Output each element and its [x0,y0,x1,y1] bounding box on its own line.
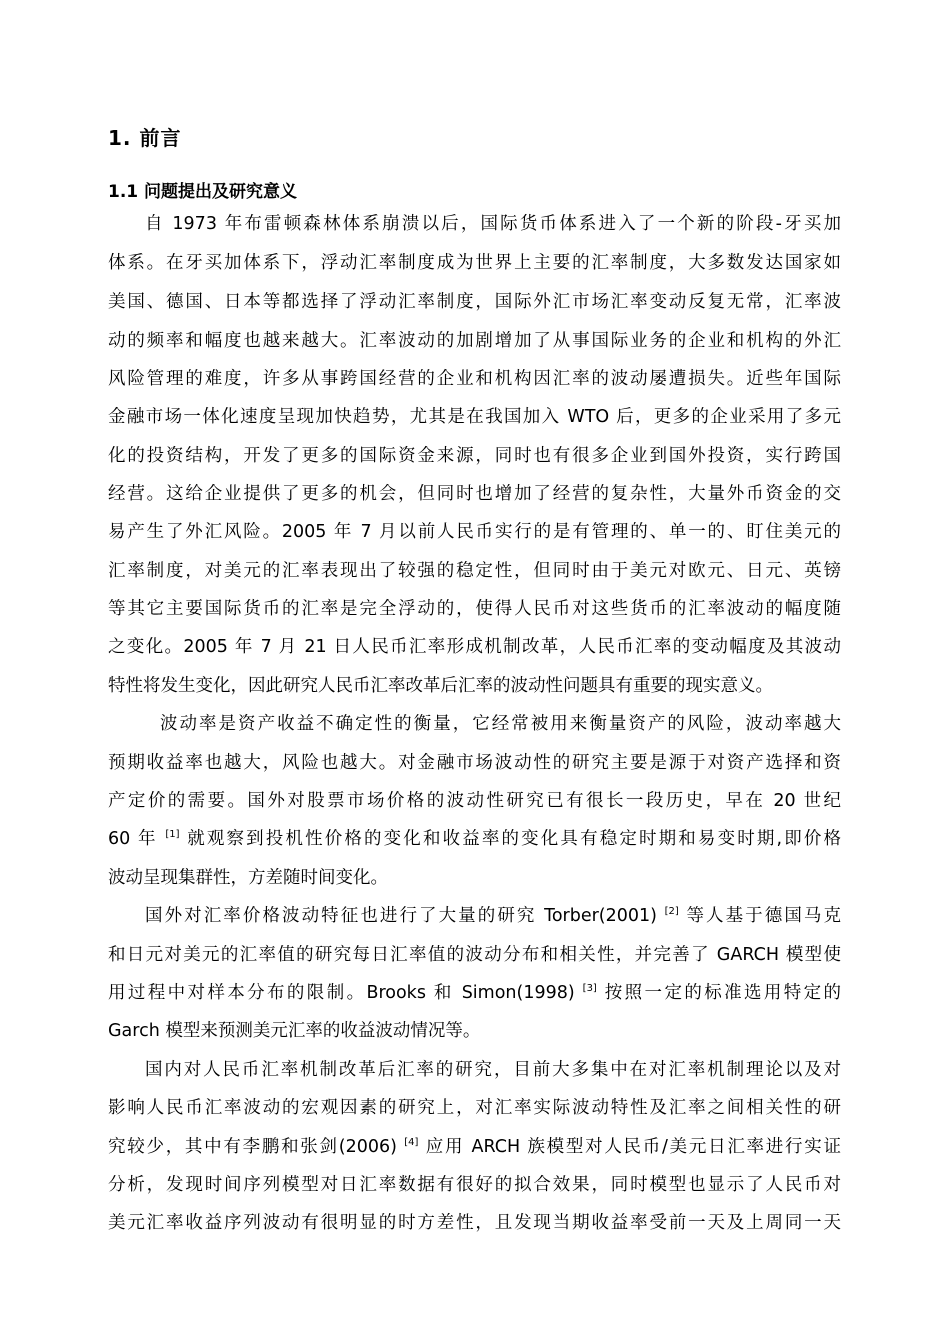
paragraph-line: 特性将发生变化，因此研究人民币汇率改革后汇率的波动性问题具有重要的现实意义。 [108,676,773,696]
paragraph-line: 和日元对美元的汇率值的研究每日汇率值的波动分布和相关性，并完善了 GARCH 模型使 [108,945,841,965]
paragraph-line: 国内对人民币汇率机制改革后汇率的研究，目前大多集中在对汇率机制理论以及对 [145,1060,841,1080]
paragraph-line: 体系。在牙买加体系下，浮动汇率制度成为世界上主要的汇率制度，大多数发达国家如 [108,253,841,273]
text-span: 国外对汇率价格波动特征也进行了大量的研究 Torber(2001) [145,906,657,926]
paragraph-line: 风险管理的难度，许多从事跨国经营的企业和机构因汇率的波动屡遭损失。近些年国际 [108,369,841,389]
paragraph-line: 美国、德国、日本等都选择了浮动汇率制度，国际外汇市场汇率变动反复无常，汇率波 [108,292,841,312]
citation-ref: [4] [404,1137,419,1148]
text-span: 应用 ARCH 族模型对人民币/美元日汇率进行实证 [425,1137,841,1157]
paragraph-line: 易产生了外汇风险。2005 年 7 月以前人民币实行的是有管理的、单一的、盯住美元的 [108,522,841,542]
paragraph-line [108,1135,841,1159]
paragraph-line: Garch 模型来预测美元汇率的收益波动情况等。 [108,1021,481,1041]
section-heading: 1. 前言 [108,126,182,150]
paragraph-line: 分析，发现时间序列模型对日汇率数据有很好的拟合效果，同时模型也显示了人民币对 [108,1175,841,1195]
paragraph-line: 产定价的需要。国外对股票市场价格的波动性研究已有很长一段历史，早在 20 世纪 [108,791,841,811]
subsection-heading: 1.1 问题提出及研究意义 [108,182,298,202]
paragraph-line: 波动呈现集群性，方差随时间变化。 [108,868,388,888]
paragraph-line: 经营。这给企业提供了更多的机会，但同时也增加了经营的复杂性，大量外币资金的交 [108,484,841,504]
paragraph-line: 之变化。2005 年 7 月 21 日人民币汇率形成机制改革，人民币汇率的变动幅度及其波动 [108,637,841,657]
text-span: 等人基于德国马克 [686,906,841,926]
paragraph-line: 等其它主要国际货币的汇率是完全浮动的，使得人民币对这些货币的汇率波动的幅度随 [108,599,841,619]
paragraph-line: 影响人民币汇率波动的宏观因素的研究上，对汇率实际波动特性及汇率之间相关性的研 [108,1098,841,1118]
paragraph-line: 汇率制度，对美元的汇率表现出了较强的稳定性，但同时由于美元对欧元、日元、英镑 [108,561,841,581]
text-span: 用过程中对样本分布的限制。Brooks 和 Simon(1998) [108,983,575,1003]
paragraph-line [145,904,841,928]
paragraph-line: 预期收益率也越大，风险也越大。对金融市场波动性的研究主要是源于对资产选择和资 [108,753,841,773]
citation-ref: [1] [165,829,180,840]
paragraph-line: 金融市场一体化速度呈现加快趋势，尤其是在我国加入 WTO 后，更多的企业采用了多元 [108,407,841,427]
paragraph-line: 动的频率和幅度也越来越大。汇率波动的加剧增加了从事国际业务的企业和机构的外汇 [108,331,841,351]
text-span: 60 年 [108,829,158,849]
paragraph-line: 自 1973 年布雷顿森林体系崩溃以后，国际货币体系进入了一个新的阶段-牙买加 [145,214,841,234]
text-span: 按照一定的标准选用特定的 [604,983,841,1003]
paragraph-line: 美元汇率收益序列波动有很明显的时方差性，且发现当期收益率受前一天及上周同一天 [108,1213,841,1233]
citation-ref: [3] [582,983,597,994]
citation-ref: [2] [664,906,679,917]
paragraph-line: 波动率是资产收益不确定性的衡量，它经常被用来衡量资产的风险，波动率越大 [160,714,841,734]
paragraph-line [108,827,841,851]
paragraph-line [108,981,841,1005]
text-span: 就观察到投机性价格的变化和收益率的变化具有稳定时期和易变时期,即价格 [187,829,841,849]
text-span: 究较少，其中有李鹏和张剑(2006) [108,1137,397,1157]
paragraph-line: 化的投资结构，开发了更多的国际资金来源，同时也有很多企业到国外投资，实行跨国 [108,446,841,466]
